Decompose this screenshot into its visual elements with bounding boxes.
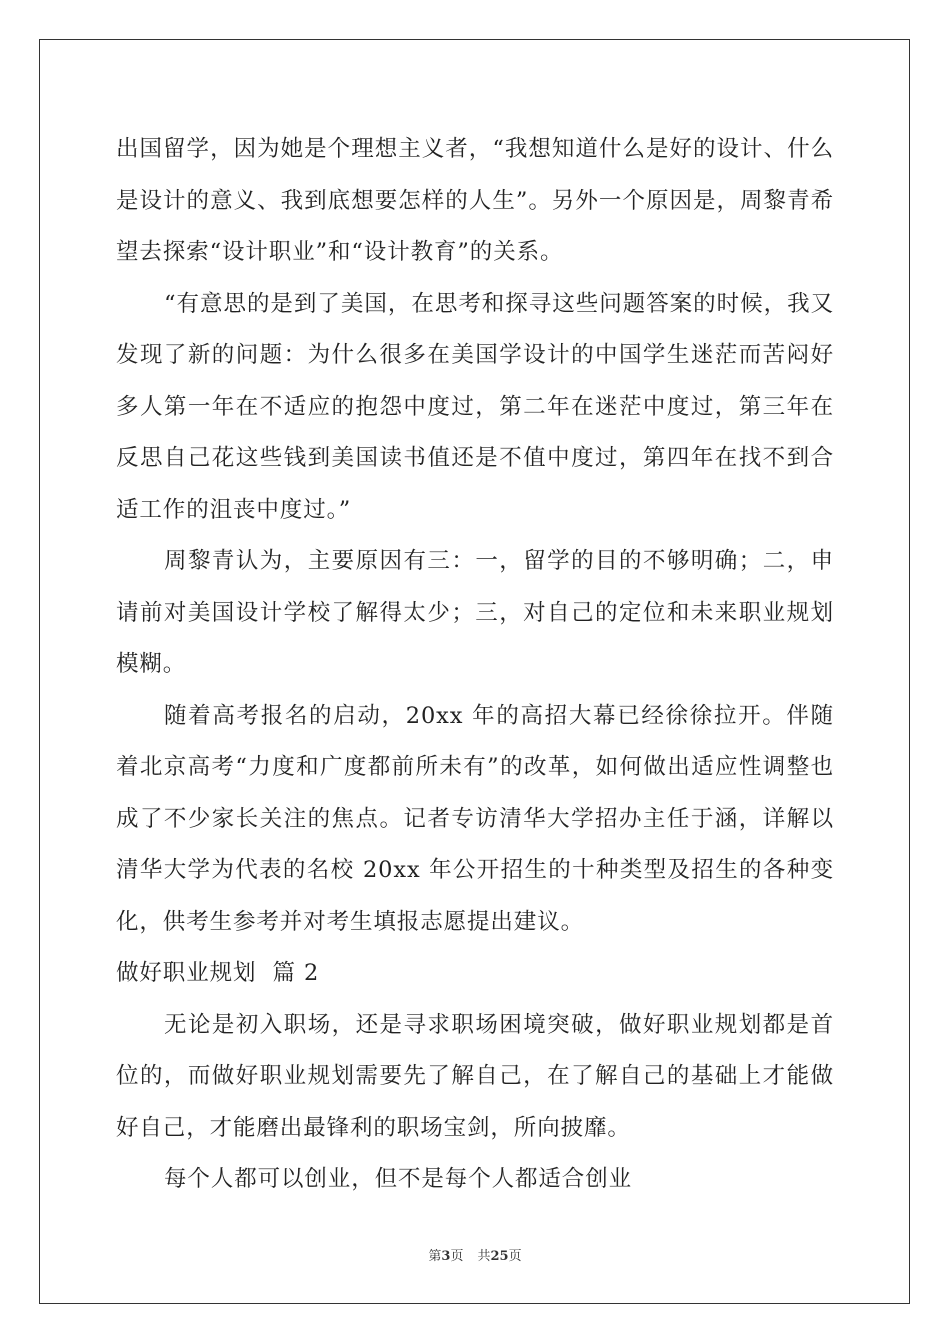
- paragraph-4: 随着高考报名的启动，20xx 年的高招大幕已经徐徐拉开。伴随着北京高考“力度和广度都前所未有”的改革，如何做出适应性调整也成了不少家长关注的焦点。记者专访清华大学招办主任于涵，详解以清华大学为代表的名校 20xx 年公开招生的十种类型及招生的各种变化，供考生参考并对考生填报志愿提出建议。: [116, 702, 834, 935]
- section-heading: 做好职业规划 篇 2: [116, 960, 320, 986]
- paragraph-5: 无论是初入职场，还是寻求职场困境突破，做好职业规划都是首位的，而做好职业规划需要先了解自己，在了解自己的基础上才能做好自己，才能磨出最锋利的职场宝剑，所向披靡。: [116, 1011, 834, 1141]
- footer-total-suffix: 页: [508, 1249, 522, 1264]
- footer-total-prefix: 共: [477, 1249, 491, 1264]
- document-body: [116, 124, 834, 1206]
- page-footer: [0, 1245, 950, 1264]
- paragraph-3: 周黎青认为，主要原因有三：一，留学的目的不够明确；二，申请前对美国设计学校了解得太少；三，对自己的定位和未来职业规划模糊。: [116, 548, 834, 677]
- paragraph-6: 每个人都可以创业，但不是每个人都适合创业: [164, 1166, 633, 1192]
- footer-page-number: 3: [441, 1249, 451, 1264]
- paragraph-2: “有意思的是到了美国，在思考和探寻这些问题答案的时候，我又发现了新的问题：为什么很多在美国学设计的中国学生迷茫而苦闷好多人第一年在不适应的抱怨中度过，第二年在迷茫中度过，第三年在反思自己花这些钱到美国读书值还是不值中度过，第四年在找不到合适工作的沮丧中度过。”: [116, 290, 834, 523]
- footer-total-number: 25: [490, 1249, 509, 1264]
- paragraph-1: 出国留学，因为她是个理想主义者，“我想知道什么是好的设计、什么是设计的意义、我到底想要怎样的人生”。另外一个原因是，周黎青希望去探索“设计职业”和“设计教育”的关系。: [116, 136, 834, 265]
- footer-page-suffix: 页: [450, 1249, 464, 1264]
- footer-page-prefix: 第: [428, 1249, 442, 1264]
